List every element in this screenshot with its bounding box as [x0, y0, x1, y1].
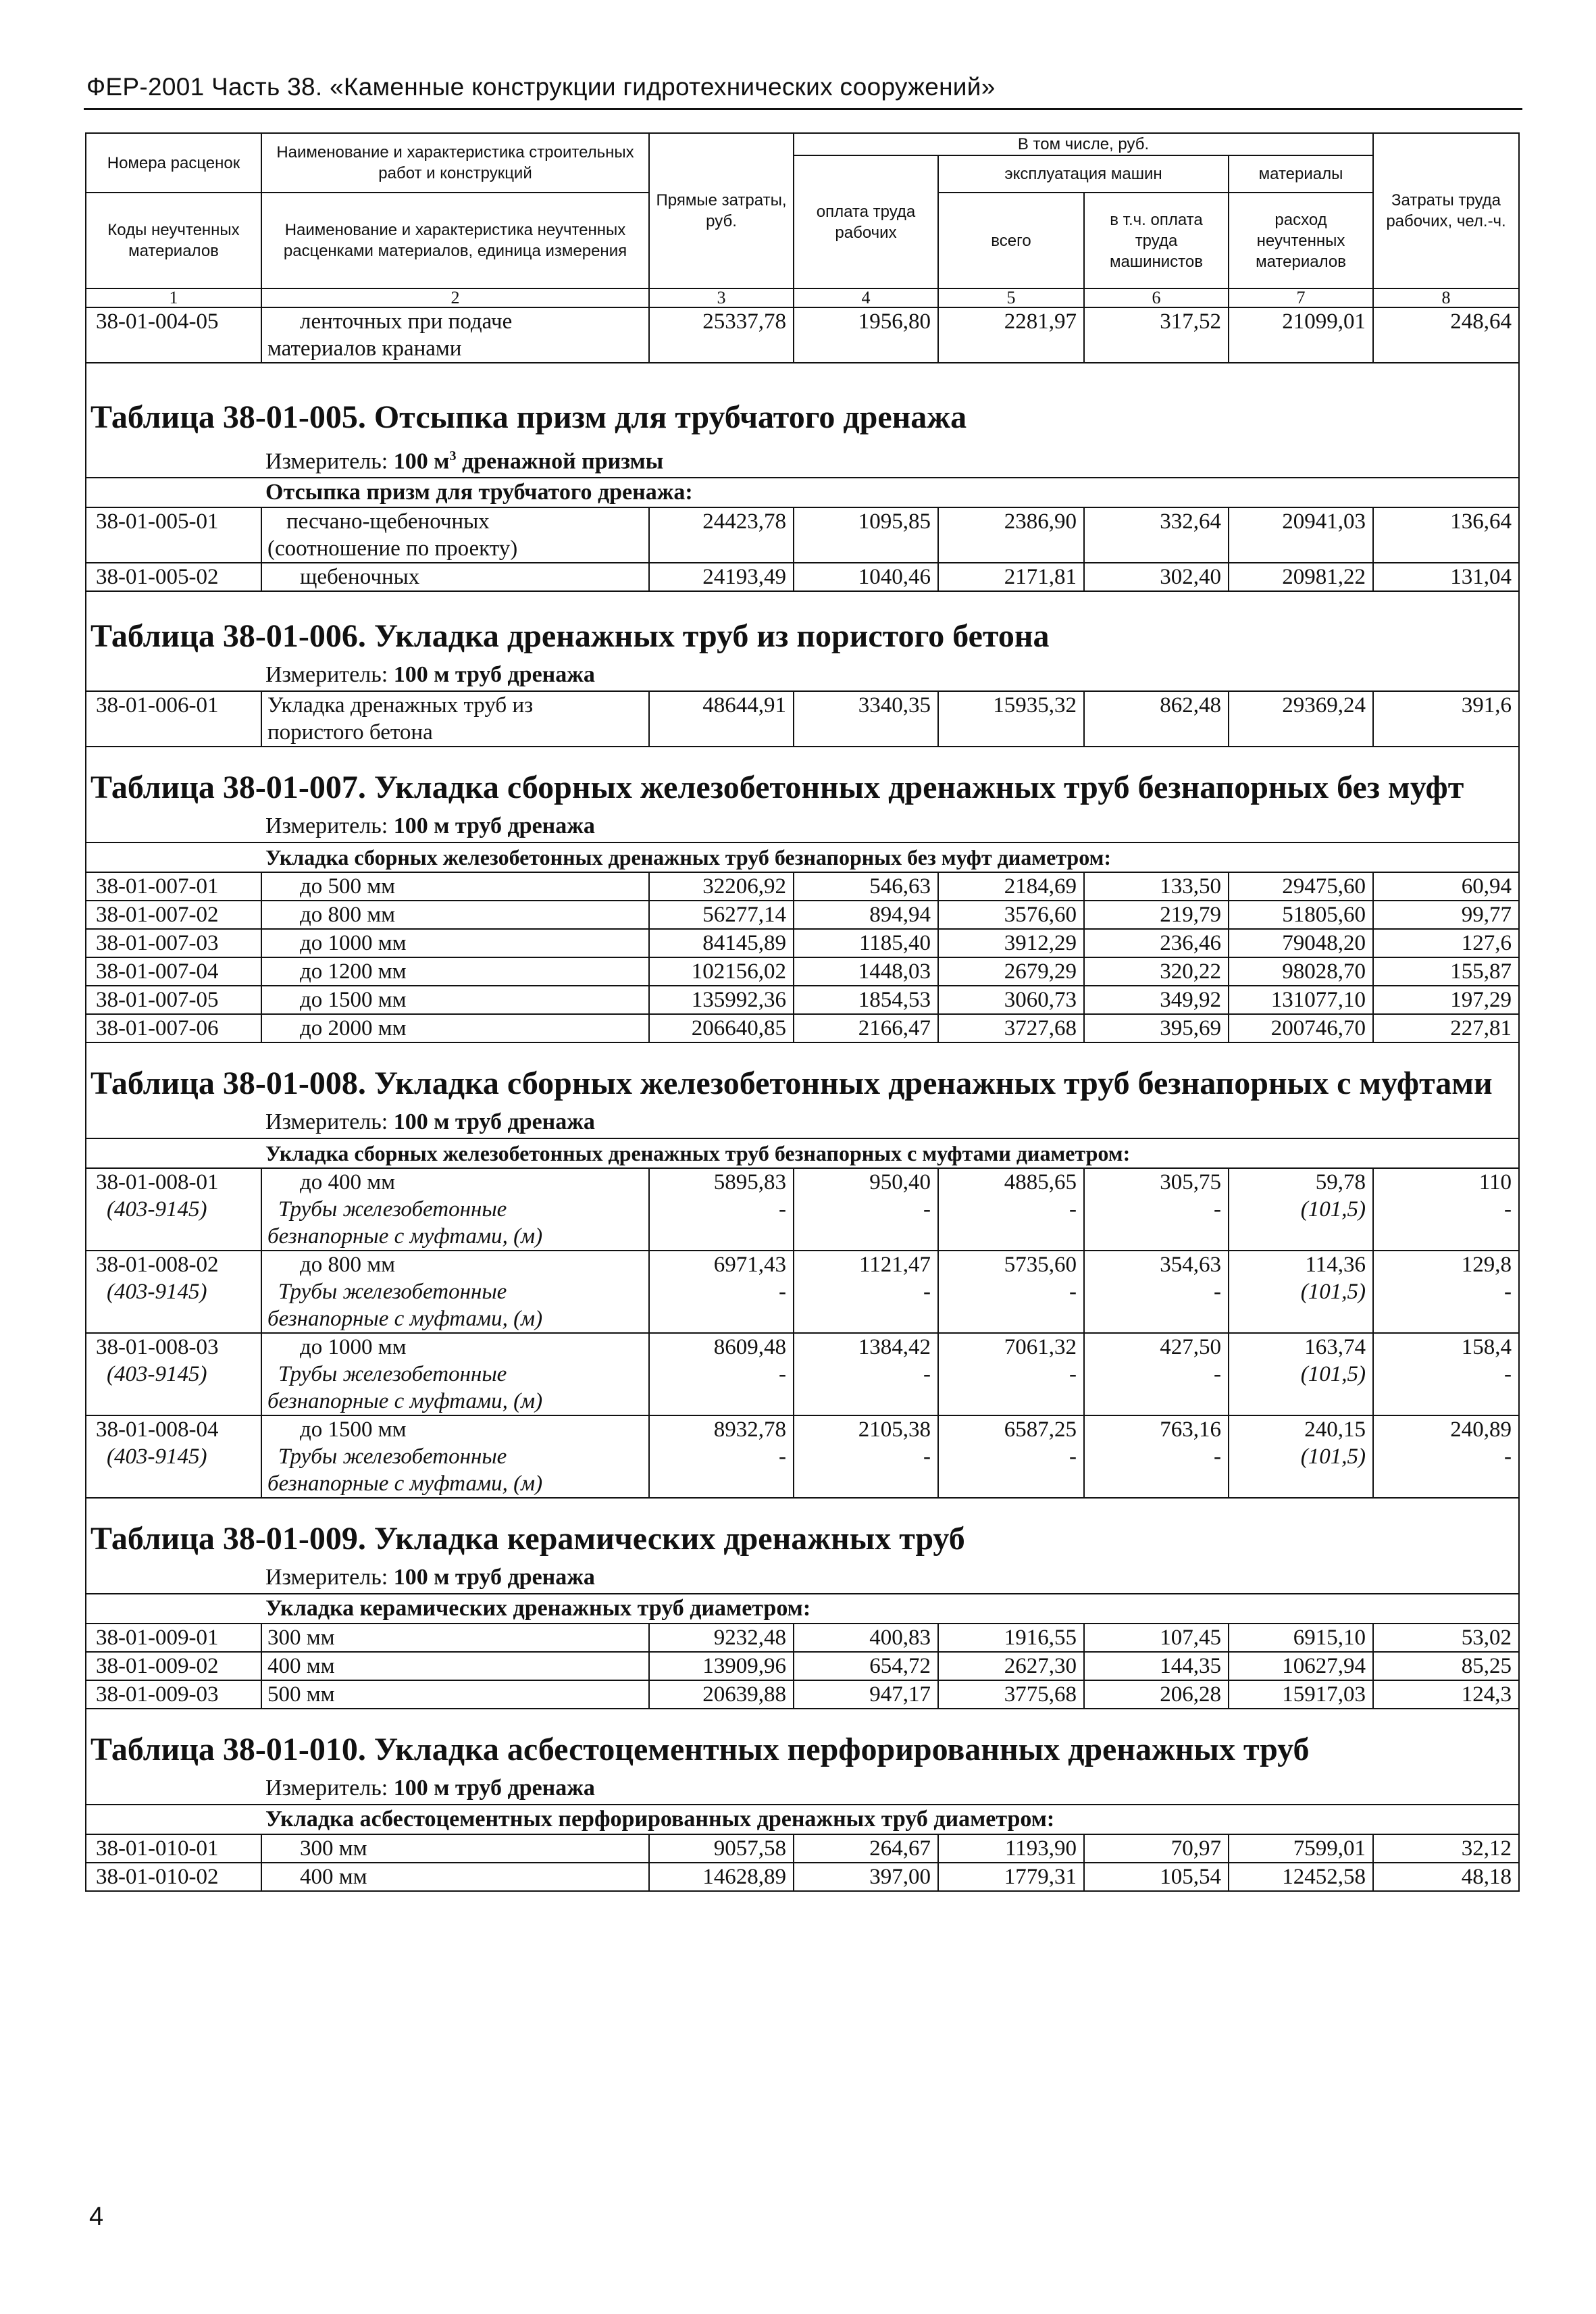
cell-direct: 6971,43: [649, 1251, 794, 1278]
dash-cell: -: [794, 1196, 938, 1251]
cell-mach: 2627,30: [938, 1652, 1084, 1680]
material-quantity: (101,5): [1229, 1196, 1373, 1251]
cell-mach: 3060,73: [938, 986, 1084, 1014]
dash-cell: -: [1373, 1361, 1519, 1415]
material-quantity: (101,5): [1229, 1361, 1373, 1415]
cell-labor: 48,18: [1373, 1863, 1519, 1891]
cell-machinists: 395,69: [1084, 1014, 1229, 1042]
cell-mach: 7061,32: [938, 1333, 1084, 1361]
table-row: [86, 1333, 1519, 1361]
dash-cell: -: [649, 1196, 794, 1251]
dash-cell: -: [649, 1443, 794, 1498]
cell-code: 38-01-009-03: [86, 1680, 261, 1709]
material-quantity: (101,5): [1229, 1443, 1373, 1498]
material-row: [86, 1196, 1519, 1251]
table-row: [86, 1168, 1519, 1196]
cell-machinists: 144,35: [1084, 1652, 1229, 1680]
table-row: [86, 1863, 1519, 1891]
table-title-007: Таблица 38-01-007. Укладка сборных железобетонных дренажных труб безнапорных без муфт: [86, 747, 1519, 811]
cell-mach: 4885,65: [938, 1168, 1084, 1196]
cell-mat: 7599,01: [1229, 1834, 1373, 1863]
material-quantity: (101,5): [1229, 1278, 1373, 1333]
cell-machinists: 236,46: [1084, 929, 1229, 957]
cell-labor: 240,89: [1373, 1415, 1519, 1443]
material-code: (403-9145): [86, 1443, 261, 1498]
header-materials: материалы: [1229, 155, 1373, 193]
cell-wage: 950,40: [794, 1168, 938, 1196]
table-row: 38-01-005-01 песчано-щебеночных (соотношение по проекту) 24423,78 1095,85 2386,90 332,64 20941,03 136,64: [86, 507, 1519, 563]
header-rate-numbers: Номера расценок: [86, 133, 261, 193]
cell-mat: 200746,70: [1229, 1014, 1373, 1042]
cell-wage: 264,67: [794, 1834, 938, 1863]
table-008-rows: [86, 1168, 1519, 1498]
table-title-005: Таблица 38-01-005. Отсыпка призм для трубчатого дренажа: [86, 363, 1519, 441]
dash-cell: -: [938, 1196, 1084, 1251]
dash-cell: -: [938, 1361, 1084, 1415]
cell-mach: 1779,31: [938, 1863, 1084, 1891]
dash-cell: -: [649, 1278, 794, 1333]
cell-name: 400 мм: [261, 1652, 649, 1680]
material-row: [86, 1278, 1519, 1333]
cell-name: до 1500 мм: [261, 1415, 649, 1443]
cell-machinists: 219,79: [1084, 901, 1229, 929]
cell-mat: 163,74: [1229, 1333, 1373, 1361]
measure-row: Измеритель: 100 м труб дренажа: [86, 1107, 1519, 1138]
cell-direct: 9232,48: [649, 1624, 794, 1652]
material-name: Трубы железобетонные безнапорные с муфтами, (м): [261, 1278, 649, 1333]
cell-mach: 2679,29: [938, 957, 1084, 986]
cell-wage: 654,72: [794, 1652, 938, 1680]
cell-code: 38-01-007-03: [86, 929, 261, 957]
table-row: [86, 929, 1519, 957]
material-code: (403-9145): [86, 1278, 261, 1333]
cell-wage: 1121,47: [794, 1251, 938, 1278]
cell-wage: 397,00: [794, 1863, 938, 1891]
material-code: (403-9145): [86, 1196, 261, 1251]
dash-cell: -: [794, 1443, 938, 1498]
cell-mat: 59,78: [1229, 1168, 1373, 1196]
table-row: [86, 1014, 1519, 1042]
measure-row: Измеритель: 100 м труб дренажа: [86, 659, 1519, 691]
cell-code: 38-01-008-04: [86, 1415, 261, 1443]
cell-wage: 2166,47: [794, 1014, 938, 1042]
cell-mach: 3912,29: [938, 929, 1084, 957]
material-row: [86, 1443, 1519, 1498]
table-row: [86, 1680, 1519, 1709]
cell-labor: 227,81: [1373, 1014, 1519, 1042]
cell-name: 300 мм: [261, 1834, 649, 1863]
cell-mat: 79048,20: [1229, 929, 1373, 957]
dash-cell: -: [938, 1278, 1084, 1333]
cell-mat: 12452,58: [1229, 1863, 1373, 1891]
table-title-010: Таблица 38-01-010. Укладка асбестоцементных перфорированных дренажных труб: [86, 1709, 1519, 1773]
cell-machinists: 206,28: [1084, 1680, 1229, 1709]
group-heading: Отсыпка призм для трубчатого дренажа:: [86, 478, 1519, 507]
dash-cell: -: [1373, 1443, 1519, 1498]
group-heading: Укладка сборных железобетонных дренажных труб безнапорных без муфт диаметром:: [86, 842, 1519, 872]
cell-code: 38-01-007-02: [86, 901, 261, 929]
dash-cell: -: [1084, 1196, 1229, 1251]
cell-wage: 400,83: [794, 1624, 938, 1652]
cell-direct: 206640,85: [649, 1014, 794, 1042]
dash-cell: -: [1084, 1278, 1229, 1333]
cell-labor: 197,29: [1373, 986, 1519, 1014]
table-row: [86, 1251, 1519, 1278]
group-heading: Укладка сборных железобетонных дренажных труб безнапорных с муфтами диаметром:: [86, 1138, 1519, 1168]
table-header-row: [86, 133, 1519, 155]
cell-name: до 800 мм: [261, 901, 649, 929]
cell-name: до 1200 мм: [261, 957, 649, 986]
header-machines-total: всего: [938, 193, 1084, 288]
cell-labor: 129,8: [1373, 1251, 1519, 1278]
cell-mach: 2184,69: [938, 872, 1084, 901]
header-machines: эксплуатация машин: [938, 155, 1229, 193]
table-010-rows: [86, 1834, 1519, 1891]
dash-cell: -: [1373, 1278, 1519, 1333]
cell-mat: 98028,70: [1229, 957, 1373, 986]
cell-name: до 800 мм: [261, 1251, 649, 1278]
cell-mat: 10627,94: [1229, 1652, 1373, 1680]
header-materials-consumption: расход неучтенных материалов: [1229, 193, 1373, 288]
cell-code: 38-01-009-01: [86, 1624, 261, 1652]
header-direct-costs: Прямые затраты, руб.: [649, 133, 794, 288]
cell-code: 38-01-007-04: [86, 957, 261, 986]
table-title-006: Таблица 38-01-006. Укладка дренажных труб из пористого бетона: [86, 591, 1519, 659]
cell-name: до 1000 мм: [261, 1333, 649, 1361]
table-007-rows: [86, 872, 1519, 1042]
measure-row: Измеритель: 100 м труб дренажа: [86, 1773, 1519, 1805]
cell-direct: 9057,58: [649, 1834, 794, 1863]
table-row: [86, 957, 1519, 986]
header-material-codes: Коды неучтенных материалов: [86, 193, 261, 288]
cell-mat: 114,36: [1229, 1251, 1373, 1278]
cell-direct: 8932,78: [649, 1415, 794, 1443]
header-work-name: Наименование и характеристика строительных работ и конструкций: [261, 133, 649, 193]
table-row: [86, 1624, 1519, 1652]
header-labor: Затраты труда рабочих, чел.-ч.: [1373, 133, 1519, 288]
cell-machinists: 105,54: [1084, 1863, 1229, 1891]
dash-cell: -: [794, 1278, 938, 1333]
cell-direct: 8609,48: [649, 1333, 794, 1361]
cell-mat: 15917,03: [1229, 1680, 1373, 1709]
cell-mat: 6915,10: [1229, 1624, 1373, 1652]
material-row: [86, 1361, 1519, 1415]
cell-name: до 2000 мм: [261, 1014, 649, 1042]
cell-name: до 400 мм: [261, 1168, 649, 1196]
cell-mach: 5735,60: [938, 1251, 1084, 1278]
cell-code: 38-01-009-02: [86, 1652, 261, 1680]
cell-machinists: 305,75: [1084, 1168, 1229, 1196]
cell-direct: 102156,02: [649, 957, 794, 986]
table-009-rows: [86, 1624, 1519, 1709]
column-numbers-row: 1 2 3 4 5 6 7 8: [86, 288, 1519, 307]
measure-row: Измеритель: 100 м труб дренажа: [86, 811, 1519, 842]
cell-labor: 53,02: [1373, 1624, 1519, 1652]
cell-labor: 60,94: [1373, 872, 1519, 901]
cell-labor: 85,25: [1373, 1652, 1519, 1680]
dash-cell: -: [1373, 1196, 1519, 1251]
cell-code: 38-01-008-03: [86, 1333, 261, 1361]
table-row: [86, 1834, 1519, 1863]
cell-wage: 1185,40: [794, 929, 938, 957]
table-row: [86, 986, 1519, 1014]
cell-direct: 14628,89: [649, 1863, 794, 1891]
table-row: [86, 872, 1519, 901]
cell-code: 38-01-007-05: [86, 986, 261, 1014]
cell-code: 38-01-010-02: [86, 1863, 261, 1891]
page-header-title: ФЕР-2001 Часть 38. «Каменные конструкции гидротехнических сооружений»: [86, 73, 996, 101]
dash-cell: -: [1084, 1361, 1229, 1415]
table-row: [86, 1415, 1519, 1443]
dash-cell: -: [794, 1361, 938, 1415]
table-title-009: Таблица 38-01-009. Укладка керамических дренажных труб: [86, 1498, 1519, 1562]
material-code: (403-9145): [86, 1361, 261, 1415]
cell-labor: 110: [1373, 1168, 1519, 1196]
cell-labor: 155,87: [1373, 957, 1519, 986]
cell-machinists: 133,50: [1084, 872, 1229, 901]
cell-mat: 51805,60: [1229, 901, 1373, 929]
cell-direct: 56277,14: [649, 901, 794, 929]
cell-code: 38-01-007-01: [86, 872, 261, 901]
group-heading: Укладка керамических дренажных труб диаметром:: [86, 1594, 1519, 1624]
header-including: В том числе, руб.: [794, 133, 1373, 155]
cell-direct: 20639,88: [649, 1680, 794, 1709]
cell-code: 38-01-010-01: [86, 1834, 261, 1863]
cell-wage: 947,17: [794, 1680, 938, 1709]
page-number: 4: [89, 2203, 104, 2231]
cell-name: 300 мм: [261, 1624, 649, 1652]
material-name: Трубы железобетонные безнапорные с муфтами, (м): [261, 1196, 649, 1251]
table-title-008: Таблица 38-01-008. Укладка сборных железобетонных дренажных труб безнапорных с муфтами: [86, 1042, 1519, 1107]
cell-mat: 240,15: [1229, 1415, 1373, 1443]
cell-mat: 29475,60: [1229, 872, 1373, 901]
cell-wage: 1854,53: [794, 986, 938, 1014]
header-wage: оплата труда рабочих: [794, 155, 938, 288]
cell-mat: 131077,10: [1229, 986, 1373, 1014]
cell-direct: 135992,36: [649, 986, 794, 1014]
header-rule: [84, 108, 1522, 110]
cell-mach: 6587,25: [938, 1415, 1084, 1443]
dash-cell: -: [1084, 1443, 1229, 1498]
cell-name: до 1500 мм: [261, 986, 649, 1014]
rates-table: [85, 132, 1520, 1892]
cell-wage: 2105,38: [794, 1415, 938, 1443]
measure-row: Измеритель: 100 $м^3$ дренажной призмы: [86, 441, 1519, 478]
cell-mach: 3727,68: [938, 1014, 1084, 1042]
cell-name: до 500 мм: [261, 872, 649, 901]
cell-mach: 1916,55: [938, 1624, 1084, 1652]
cell-code: 38-01-008-01: [86, 1168, 261, 1196]
cell-code: 38-01-007-06: [86, 1014, 261, 1042]
cell-wage: 1384,42: [794, 1333, 938, 1361]
cell-name: 400 мм: [261, 1863, 649, 1891]
cell-name: 500 мм: [261, 1680, 649, 1709]
cell-direct: 13909,96: [649, 1652, 794, 1680]
cell-direct: 84145,89: [649, 929, 794, 957]
cell-mach: 3775,68: [938, 1680, 1084, 1709]
cell-wage: 894,94: [794, 901, 938, 929]
table-row: 38-01-006-01 Укладка дренажных труб из пористого бетона 48644,91 3340,35 15935,32 862,48 29369,24 391,6: [86, 691, 1519, 747]
dash-cell: -: [649, 1361, 794, 1415]
table-row: 38-01-004-05 ленточных при подаче материалов кранами 25337,78 1956,80 2281,97 317,52 21099,01 248,64: [86, 307, 1519, 363]
cell-mach: 3576,60: [938, 901, 1084, 929]
cell-machinists: 70,97: [1084, 1834, 1229, 1863]
material-name: Трубы железобетонные безнапорные с муфтами, (м): [261, 1443, 649, 1498]
cell-labor: 32,12: [1373, 1834, 1519, 1863]
header-material-name: Наименование и характеристика неучтенных расценками материалов, единица измерения: [261, 193, 649, 288]
measure-row: Измеритель: 100 м труб дренажа: [86, 1562, 1519, 1594]
cell-wage: 1448,03: [794, 957, 938, 986]
header-machinists: в т.ч. оплата труда машинистов: [1084, 193, 1229, 288]
cell-machinists: 107,45: [1084, 1624, 1229, 1652]
cell-labor: 124,3: [1373, 1680, 1519, 1709]
cell-wage: 546,63: [794, 872, 938, 901]
cell-machinists: 354,63: [1084, 1251, 1229, 1278]
cell-mach: 1193,90: [938, 1834, 1084, 1863]
cell-labor: 127,6: [1373, 929, 1519, 957]
table-row: [86, 1652, 1519, 1680]
group-heading: Укладка асбестоцементных перфорированных дренажных труб диаметром:: [86, 1805, 1519, 1834]
cell-direct: 5895,83: [649, 1168, 794, 1196]
cell-labor: 158,4: [1373, 1333, 1519, 1361]
material-name: Трубы железобетонные безнапорные с муфтами, (м): [261, 1361, 649, 1415]
table-row: 38-01-005-02 щебеночных 24193,49 1040,46 2171,81 302,40 20981,22 131,04: [86, 563, 1519, 591]
cell-machinists: 427,50: [1084, 1333, 1229, 1361]
cell-direct: 32206,92: [649, 872, 794, 901]
dash-cell: -: [938, 1443, 1084, 1498]
table-row: [86, 901, 1519, 929]
cell-code: 38-01-008-02: [86, 1251, 261, 1278]
cell-labor: 99,77: [1373, 901, 1519, 929]
cell-machinists: 320,22: [1084, 957, 1229, 986]
cell-machinists: 349,92: [1084, 986, 1229, 1014]
cell-name: до 1000 мм: [261, 929, 649, 957]
cell-machinists: 763,16: [1084, 1415, 1229, 1443]
